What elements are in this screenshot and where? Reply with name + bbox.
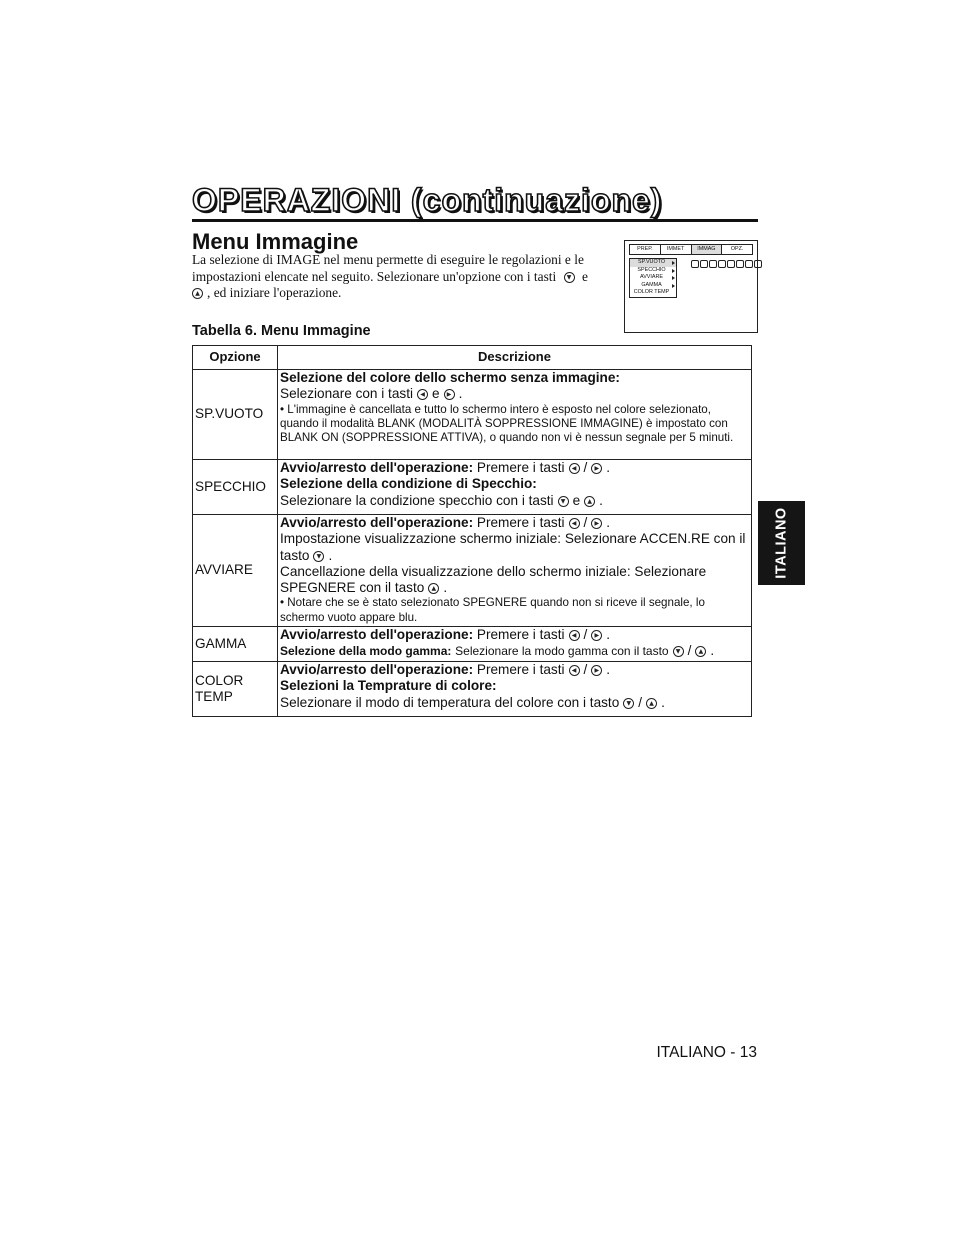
option-cell: AVVIARE (193, 515, 278, 627)
arrow-right-icon (672, 284, 675, 288)
left-key-icon: ◀ (569, 518, 580, 529)
left-key-icon: ◀ (569, 665, 580, 676)
osd-item-list (629, 258, 677, 298)
arrow-right-icon (672, 276, 675, 280)
up-key-icon: ▲ (695, 646, 706, 657)
table-row (193, 370, 752, 460)
intro-text-1: La selezione di IMAGE nel menu permette di eseguire le regolazioni e le impostazioni elencate nel seguito. Selezionare un'opzione con i tasti (192, 252, 584, 284)
table-row (193, 662, 752, 717)
down-key-icon: ▼ (673, 646, 684, 657)
row-title: Selezione del colore dello schermo senza immagine: (280, 370, 620, 385)
osd-swatch-box (691, 260, 699, 268)
down-key-icon: ▼ (623, 698, 634, 709)
osd-swatch-box (727, 260, 735, 268)
row-start-line: Avvio/arresto dell'operazione: Premere i tasti ◀ / ▶ . (280, 662, 611, 677)
row-line-1: Impostazione visualizzazione schermo iniziale: Selezionare ACCEN.RE con il tasto ▼ . (280, 531, 746, 563)
option-cell: SPECCHIO (193, 460, 278, 515)
osd-swatch-box (718, 260, 726, 268)
description-cell (278, 515, 752, 627)
osd-menu-illustration (624, 240, 758, 333)
osd-color-swatches (691, 260, 763, 268)
language-side-tab-label: ITALIANO (773, 507, 790, 579)
table-header-row (193, 346, 752, 370)
right-key-icon: ▶ (591, 518, 602, 529)
down-key-icon: ▼ (313, 551, 324, 562)
right-key-icon: ▶ (444, 389, 455, 400)
description-cell (278, 627, 752, 662)
row-start-line: Avvio/arresto dell'operazione: Premere i tasti ◀ / ▶ . (280, 515, 611, 530)
row-start-line: Avvio/arresto dell'operazione: Premere i tasti ◀ / ▶ . (280, 627, 611, 642)
right-key-icon: ▶ (591, 665, 602, 676)
row-start-line: Avvio/arresto dell'operazione: Premere i tasti ◀ / ▶ . (280, 460, 611, 475)
arrow-right-icon (672, 261, 675, 265)
left-key-icon: ◀ (569, 463, 580, 474)
description-cell (278, 662, 752, 717)
up-key-icon: ▲ (428, 583, 439, 594)
osd-swatch-box (736, 260, 744, 268)
header-rule (192, 219, 758, 222)
right-key-icon: ▶ (591, 630, 602, 641)
description-cell (278, 370, 752, 460)
language-side-tab (758, 501, 805, 585)
right-key-icon: ▶ (591, 463, 602, 474)
left-key-icon: ◀ (569, 630, 580, 641)
osd-swatch-box (745, 260, 753, 268)
row-note: • L'immagine è cancellata e tutto lo schermo intero è esposto nel colore selezionato, quando il modalità BLANK (MODALITÀ SOPPRESSIONE IMMAGINE) è impostato con BLANK ON (SOPPRESSIONE ATTIVA), o quando non vi è nessun segnale per 5 minuti. (280, 402, 734, 444)
intro-text-conj: e (581, 268, 588, 284)
row-line: Selezionare il modo di temperatura del colore con i tasto ▼ / ▲ . (280, 694, 665, 710)
down-key-icon: ▼ (564, 272, 575, 283)
osd-item-spvuoto: SP.VUOTO (630, 259, 676, 267)
table-row (193, 515, 752, 627)
osd-swatch-box (700, 260, 708, 268)
osd-tab-immet: IMMET (661, 245, 692, 254)
row-title: Selezioni la Temprature di colore: (280, 678, 497, 694)
intro-paragraph (192, 252, 617, 302)
table-row (193, 627, 752, 662)
row-title: Selezione della condizione di Specchio: (280, 476, 537, 492)
osd-tab-opz: OPZ. (730, 246, 744, 252)
up-key-icon: ▲ (646, 698, 657, 709)
table-caption: Tabella 6. Menu Immagine (192, 323, 371, 339)
table-row (193, 460, 752, 515)
osd-swatch-box (754, 260, 762, 268)
option-cell: SP.VUOTO (193, 370, 278, 460)
arrow-right-icon (672, 269, 675, 273)
row-line: Selezionare con i tasti ◀ e ▶ . (280, 386, 463, 402)
image-menu-table (192, 345, 752, 717)
row-line-2: Cancellazione della visualizzazione dello schermo iniziale: Selezionare SPEGNERE con il tasto ▲ . (280, 563, 707, 596)
row-note: • Notare che se è stato selezionato SPEGNERE quando non si riceve il segnale, lo schermo vuoto appare blu. (280, 596, 705, 624)
option-cell: GAMMA (193, 627, 278, 662)
osd-item-specchio: SPECCHIO (630, 267, 676, 275)
osd-item-color-temp: COLOR TEMP (633, 289, 670, 296)
osd-item-gamma: GAMMA (630, 282, 676, 290)
header-option: Opzione (193, 346, 278, 370)
osd-tab-immag: IMMAG (692, 245, 723, 254)
left-key-icon: ◀ (417, 389, 428, 400)
header-description: Descrizione (278, 346, 752, 370)
up-key-icon: ▲ (192, 288, 203, 299)
chapter-title: OPERAZIONI (continuazione) (192, 182, 663, 218)
description-cell (278, 460, 752, 515)
down-key-icon: ▼ (558, 496, 569, 507)
up-key-icon: ▲ (584, 496, 595, 507)
row-line: Selezionare la condizione specchio con i tasti ▼ e ▲ . (280, 492, 603, 508)
page-footer: ITALIANO - 13 (656, 1044, 757, 1061)
osd-tab-bar (629, 244, 753, 255)
osd-item-avviare: AVVIARE (630, 274, 676, 282)
intro-text-2: , ed iniziare l'operazione. (207, 285, 342, 300)
osd-tab-prep: PREP. (630, 245, 661, 254)
row-sub-line: Selezione della modo gamma: Selezionare la modo gamma con il tasto ▼ / ▲ . (280, 643, 715, 659)
osd-swatch-box (709, 260, 717, 268)
section-title: Menu Immagine (192, 229, 359, 254)
option-cell: COLOR TEMP (193, 662, 278, 717)
